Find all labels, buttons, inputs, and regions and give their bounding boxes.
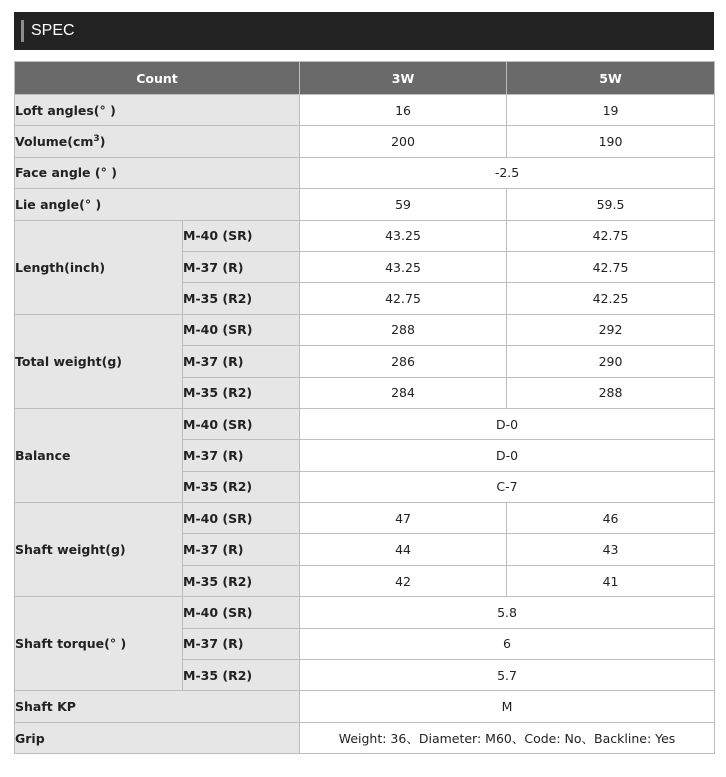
table-row <box>15 157 715 188</box>
face-angle-value: -2.5 <box>300 157 715 188</box>
section-title: SPEC <box>31 22 75 39</box>
total-weight-5w: 290 <box>507 346 715 377</box>
shaft-name: M-37 (R) <box>183 628 300 659</box>
header-count: Count <box>15 62 300 95</box>
table-row <box>15 126 715 157</box>
shaft-name: M-37 (R) <box>183 440 300 471</box>
shaft-torque-value: 5.7 <box>300 660 715 691</box>
volume-label-end: ) <box>99 134 106 150</box>
balance-value: C-7 <box>300 471 715 502</box>
balance-value: D-0 <box>300 408 715 439</box>
shaft-name: M-35 (R2) <box>183 565 300 596</box>
total-weight-5w: 288 <box>507 377 715 408</box>
length-5w: 42.25 <box>507 283 715 314</box>
header-5w: 5W <box>507 62 715 95</box>
volume-3w: 200 <box>300 126 507 157</box>
shaft-name: M-40 (SR) <box>183 597 300 628</box>
length-3w: 43.25 <box>300 251 507 282</box>
table-row <box>15 220 715 251</box>
loft-5w: 19 <box>507 95 715 126</box>
header-3w: 3W <box>300 62 507 95</box>
shaft-name: M-35 (R2) <box>183 377 300 408</box>
total-weight-3w: 286 <box>300 346 507 377</box>
grip-value: Weight: 36、Diameter: M60、Code: No、Backline: Yes <box>300 722 715 753</box>
shaft-torque-value: 6 <box>300 628 715 659</box>
shaft-weight-label: Shaft weight(g) <box>15 503 183 597</box>
table-row <box>15 503 715 534</box>
volume-label-sup: 3 <box>93 134 100 144</box>
face-angle-label: Face angle (° ) <box>15 157 300 188</box>
shaft-name: M-35 (R2) <box>183 660 300 691</box>
shaft-name: M-35 (R2) <box>183 283 300 314</box>
shaft-weight-5w: 41 <box>507 565 715 596</box>
lie-angle-label: Lie angle(° ) <box>15 189 300 220</box>
length-5w: 42.75 <box>507 251 715 282</box>
shaft-weight-5w: 46 <box>507 503 715 534</box>
shaft-name: M-40 (SR) <box>183 408 300 439</box>
shaft-name: M-40 (SR) <box>183 503 300 534</box>
table-row <box>15 691 715 722</box>
shaft-torque-value: 5.8 <box>300 597 715 628</box>
lie-5w: 59.5 <box>507 189 715 220</box>
table-row <box>15 408 715 439</box>
shaft-weight-3w: 44 <box>300 534 507 565</box>
volume-label <box>15 126 300 157</box>
table-row <box>15 189 715 220</box>
lie-3w: 59 <box>300 189 507 220</box>
shaft-name: M-40 (SR) <box>183 314 300 345</box>
shaft-kp-value: M <box>300 691 715 722</box>
balance-value: D-0 <box>300 440 715 471</box>
volume-5w: 190 <box>507 126 715 157</box>
table-header-row <box>15 62 715 95</box>
table-row <box>15 314 715 345</box>
length-label: Length(inch) <box>15 220 183 314</box>
loft-3w: 16 <box>300 95 507 126</box>
total-weight-3w: 288 <box>300 314 507 345</box>
shaft-weight-5w: 43 <box>507 534 715 565</box>
shaft-name: M-37 (R) <box>183 251 300 282</box>
total-weight-5w: 292 <box>507 314 715 345</box>
header-accent-bar <box>21 20 24 42</box>
shaft-name: M-37 (R) <box>183 534 300 565</box>
shaft-weight-3w: 42 <box>300 565 507 596</box>
length-5w: 42.75 <box>507 220 715 251</box>
shaft-kp-label: Shaft KP <box>15 691 300 722</box>
shaft-name: M-37 (R) <box>183 346 300 377</box>
volume-label-text: Volume(cm <box>15 134 94 150</box>
shaft-name: M-35 (R2) <box>183 471 300 502</box>
table-row <box>15 597 715 628</box>
shaft-name: M-40 (SR) <box>183 220 300 251</box>
spec-table <box>14 61 715 754</box>
total-weight-3w: 284 <box>300 377 507 408</box>
shaft-weight-3w: 47 <box>300 503 507 534</box>
balance-label: Balance <box>15 408 183 502</box>
spec-header <box>14 12 714 50</box>
grip-label: Grip <box>15 722 300 753</box>
shaft-torque-label: Shaft torque(° ) <box>15 597 183 691</box>
length-3w: 43.25 <box>300 220 507 251</box>
table-row <box>15 722 715 753</box>
total-weight-label: Total weight(g) <box>15 314 183 408</box>
length-3w: 42.75 <box>300 283 507 314</box>
loft-label: Loft angles(° ) <box>15 95 300 126</box>
table-row <box>15 95 715 126</box>
